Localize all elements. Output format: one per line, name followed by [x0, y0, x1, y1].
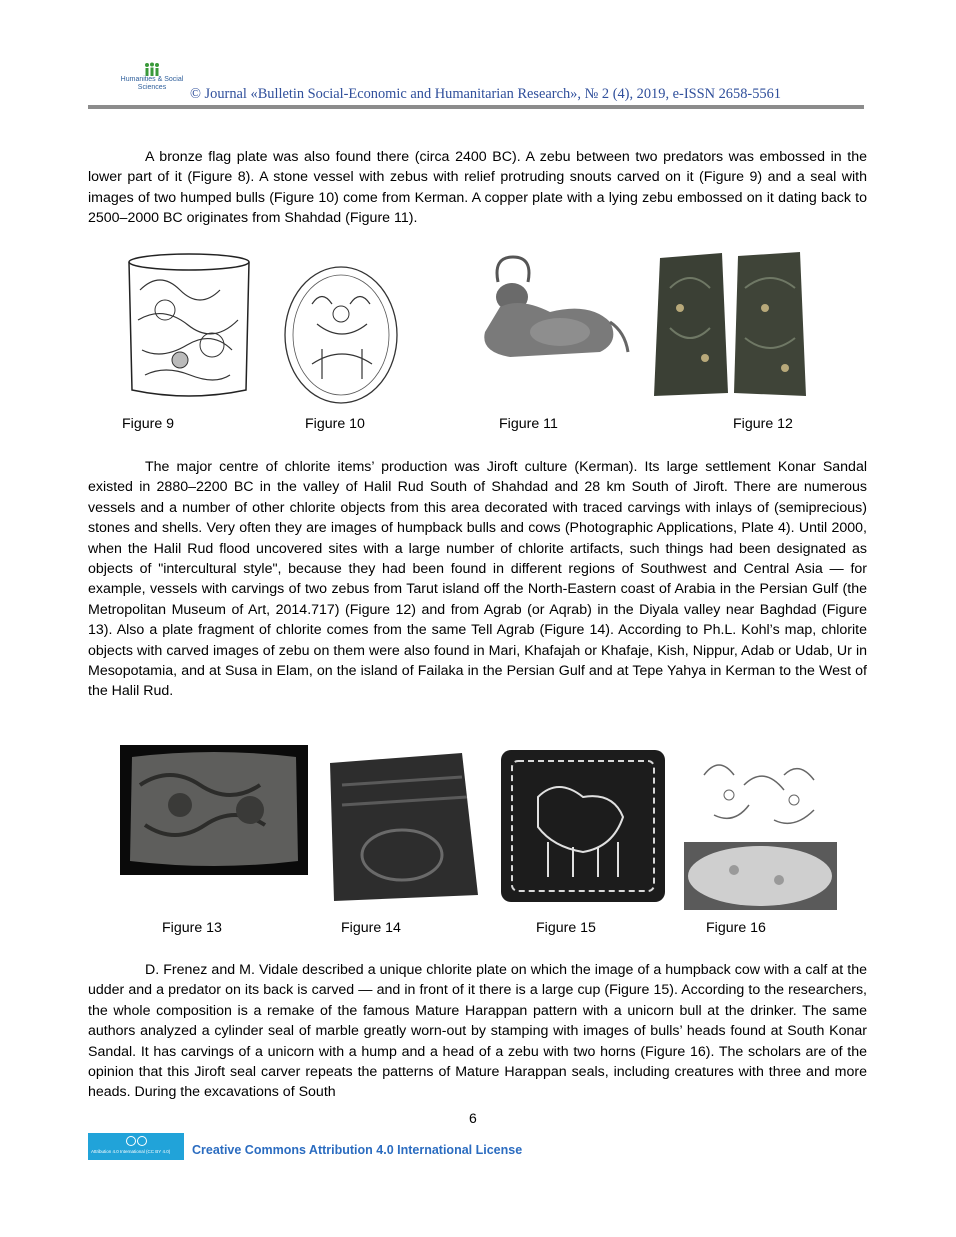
cc-icon [126, 1136, 136, 1146]
header-rule [88, 105, 864, 109]
people-icon [143, 62, 161, 76]
figure-10-caption: Figure 10 [305, 416, 365, 432]
figure-11-image [470, 252, 633, 380]
page-number: 6 [469, 1110, 477, 1126]
by-icon [137, 1136, 147, 1146]
paragraph-3: D. Frenez and M. Vidale described a unique chlorite plate on which the image of a humpback cow with a calf at the udder and a predator on its back is carved — and in front of it there is a large cup (Figure 15). According to the researchers, the whole composition is a remake of the famous Mature Harappan pattern with a unicorn bull at the drinker. The same authors analyzed a cylinder seal of marble greatly worn-out by stamping with images of bulls’ heads found at South Konar Sandal. It has carvings of a unicorn with a hump and a head of a zebu with two horns (Figure 16). The scholars are of the opinion that this Jiroft seal carver repeats the patterns of Mature Harappan seals, including creatures with three and more heads. During the excavations of South [88, 962, 867, 1101]
figure-16-image [684, 745, 837, 910]
paragraph-2: The major centre of chlorite items’ production was Jiroft culture (Kerman). Its large settlement Konar Sandal existed in 2880–2200 BC in the valley of Halil Rud South of Shahdad and 28 km South of Jiroft. There are numerous vessels and a number of other chlorite objects from this area decorated with traced carvings with inlays of (semiprecious) stones and shells. Very often they are images of humpback bulls and cows (Photographic Applications, Plate 4). Until 2000, when the Halil Rud flood uncovered sites with a large number of chlorite artifacts, such things had been designated as objects of "intercultural style", because they had been found in different regions of Southwest and Central Asia — for example, vessels with carvings of two zebus from Tarut island off the North-Eastern coast of Arabia in the Persian Gulf (the Metropolitan Museum of Art, 2014.717) (Figure 12) and from Agrab (or Aqrab) in the Diyala valley near Baghdad (Figure 13). Also a plate fragment of chlorite comes from the same Tell Agrab (Figure 14). According to Ph.L. Kohl’s map, chlorite objects with carved images of zebu on them were also found in Mari, Khafajah or Khafaje, Kish, Nippur, Adab or Udab, Ur in Mesopotamia, and at Susa in Elam, on the island of Failaka in the Persian Gulf and at Tepe Yahya in Kerman to the West of the Halil Rud. [88, 459, 867, 700]
logo-line-2: Sciences [137, 84, 167, 91]
license-link[interactable]: Creative Commons Attribution 4.0 International License [192, 1143, 523, 1157]
figure-16-caption: Figure 16 [706, 920, 766, 936]
figure-15-caption: Figure 15 [536, 920, 596, 936]
figure-12-image [650, 248, 810, 400]
figure-13-image [120, 745, 308, 875]
journal-logo [106, 62, 198, 92]
cc-by-badge [88, 1133, 184, 1160]
figure-9-image [120, 250, 258, 400]
figure-14-caption: Figure 14 [341, 920, 401, 936]
logo-line-1: Humanities & Social [120, 76, 184, 83]
figure-13-caption: Figure 13 [162, 920, 222, 936]
figure-11-caption: Figure 11 [499, 416, 558, 432]
figure-15-image [498, 747, 668, 905]
page-header [88, 62, 864, 110]
figure-9-caption: Figure 9 [122, 416, 175, 432]
paragraph-1: A bronze flag plate was also found there (circa 2400 BC). A zebu between two predators was embossed in the lower part of it (Figure 8). A stone vessel with zebus with relief protruding snouts carved on it (Figure 9) and a seal with images of two humped bulls (Figure 10) come from Kerman. A copper plate with a lying zebu embossed on it dating back to 2500–2000 BC originates from Shahdad (Figure 11). [88, 149, 867, 227]
figure-14-image [322, 745, 482, 903]
figure-12-caption: Figure 12 [733, 416, 793, 432]
figure-10-image [282, 264, 400, 406]
journal-title: © Journal «Bulletin Social-Economic and Humanitarian Research», № 2 (4), 2019, e-ISSN 2658-5561 [190, 86, 781, 102]
cc-badge-text: Attribution 4.0 International (CC BY 4.0) [91, 1149, 171, 1154]
